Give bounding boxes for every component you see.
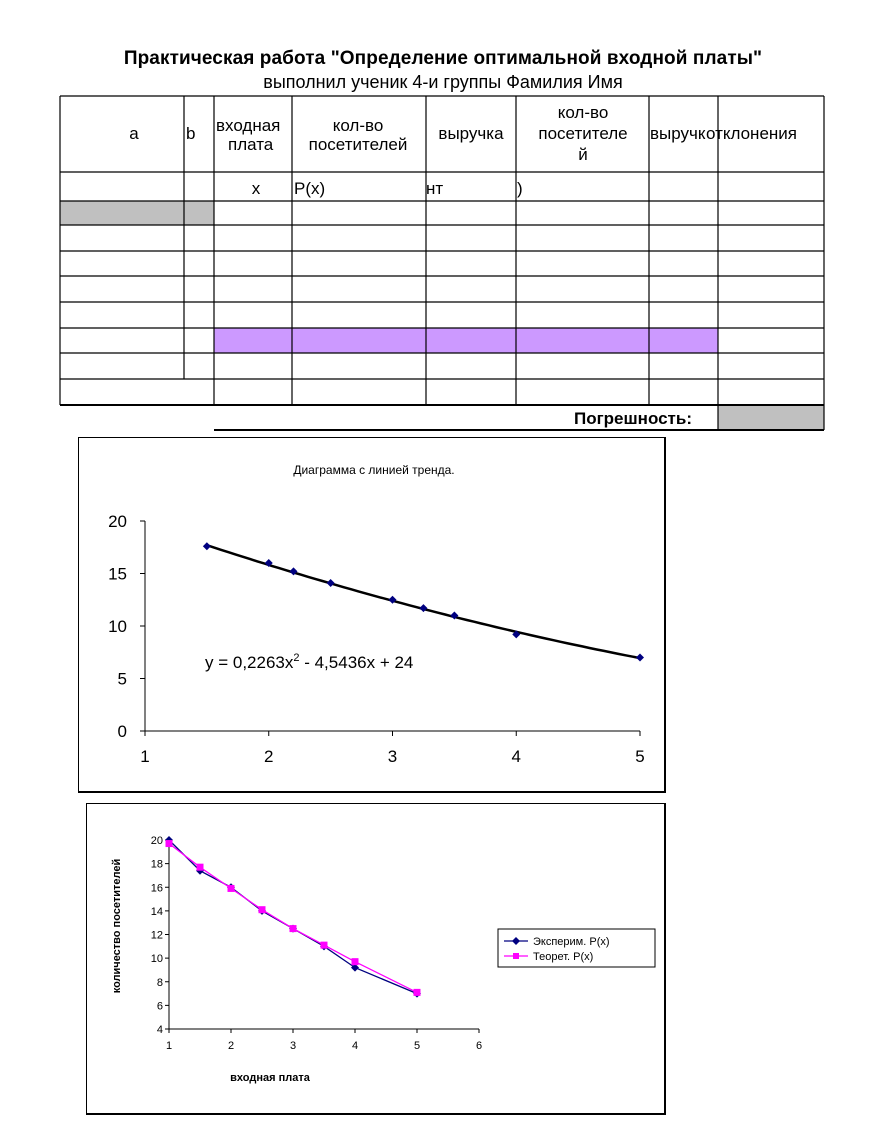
header-revenue: выручка [438, 124, 504, 143]
header-fee-line1: входная [216, 116, 281, 135]
chart2-point [290, 925, 297, 932]
chart2-point [166, 840, 173, 847]
chart1-axes [108, 512, 645, 766]
header-fee-line2: плата [228, 135, 274, 154]
chart2-ylabel: количество посетителей [111, 858, 123, 994]
subheader-x: x [251, 179, 261, 198]
header-visitors-line1: кол-во [332, 116, 384, 135]
chart2-ytick-label: 20 [150, 835, 163, 847]
header-a: a [129, 124, 139, 143]
chart2-xtick-label: 5 [413, 1040, 421, 1052]
trend-chart [78, 437, 666, 793]
document-subtitle: выполнил ученик 4-и группы Фамилия Имя [263, 72, 623, 92]
header-deviation: отклонения [706, 124, 797, 143]
purple-row [214, 328, 718, 353]
chart2-xtick-label: 6 [475, 1040, 483, 1052]
chart2-series-line [169, 844, 417, 993]
header-visitors2-line3: й [578, 145, 588, 164]
chart2-ytick-label: 8 [156, 976, 163, 989]
chart1-ytick-label: 5 [117, 669, 127, 689]
gray-cell-b [184, 201, 214, 225]
chart1-xtick-label: 3 [387, 747, 398, 766]
chart2-xtick-label: 2 [227, 1040, 235, 1052]
chart2-point [414, 989, 421, 996]
chart1-ytick-label: 20 [108, 512, 127, 531]
chart2-xtick-label: 3 [289, 1040, 297, 1052]
chart1-data-point [203, 542, 211, 550]
chart2-point [259, 906, 266, 913]
gray-cell-a [60, 201, 184, 225]
chart2-series [165, 836, 421, 998]
chart1-xtick-label: 2 [264, 747, 274, 766]
chart2-xtick-label: 4 [351, 1040, 359, 1052]
comparison-chart-svg [87, 804, 664, 1113]
chart1-equation: $y = 0,2263x^2 - 4,5436x + 24$ [205, 652, 414, 672]
chart2-series-line [169, 840, 417, 994]
legend-label: Эксперим. P(x) [533, 936, 610, 948]
header-visitors2-line1: кол-во [557, 103, 609, 122]
legend-label: Теорет. P(x) [533, 951, 594, 963]
chart2-ytick-label: 4 [156, 1024, 163, 1036]
chart1-data-point [327, 579, 335, 587]
chart2-xtick-label: 1 [165, 1040, 173, 1052]
chart1-xtick-label: 5 [635, 747, 645, 766]
chart1-ytick-label: 15 [108, 564, 127, 584]
chart1-ytick-label: 0 [117, 722, 127, 741]
chart1-xtick-label: 4 [511, 747, 521, 766]
chart2-legend [498, 929, 655, 967]
chart2-point [197, 864, 204, 871]
legend-marker [513, 953, 519, 959]
chart2-ytick-label: 10 [150, 953, 163, 966]
chart2-ytick-label: 14 [150, 905, 163, 918]
chart1-title: Диаграмма с линией тренда. [293, 463, 455, 477]
chart2-ytick-label: 18 [150, 858, 163, 871]
header-visitors2-line2: посетителе [538, 124, 628, 143]
header-b: b [186, 124, 196, 143]
error-cell [718, 405, 824, 430]
chart2-point [352, 958, 359, 965]
subheader-paren: ) [517, 179, 523, 198]
header-revenue2: выручк [650, 124, 706, 143]
subheader-nt: нт [426, 179, 444, 198]
chart1-xtick-label: 1 [140, 747, 150, 766]
trend-chart-svg [79, 438, 664, 791]
comparison-chart [86, 803, 666, 1115]
chart2-xlabel: входная плата [230, 1072, 310, 1084]
chart2-ytick-label: 16 [150, 882, 163, 895]
chart2-point [321, 942, 328, 949]
chart2-ytick-label: 6 [156, 1000, 163, 1013]
chart1-points [203, 542, 644, 661]
subheader-px: P(x) [294, 179, 326, 198]
spreadsheet-table [0, 0, 886, 440]
chart2-ytick-label: 12 [150, 929, 163, 942]
document-title: Практическая работа "Определение оптимальной входной платы" [123, 48, 763, 69]
chart2-point [228, 885, 235, 892]
header-visitors-line2: посетителей [308, 135, 408, 154]
table-grid [60, 96, 824, 430]
error-label: Погрешность: [573, 409, 692, 428]
chart1-data-point [636, 654, 644, 662]
chart1-ytick-label: 10 [108, 617, 127, 636]
